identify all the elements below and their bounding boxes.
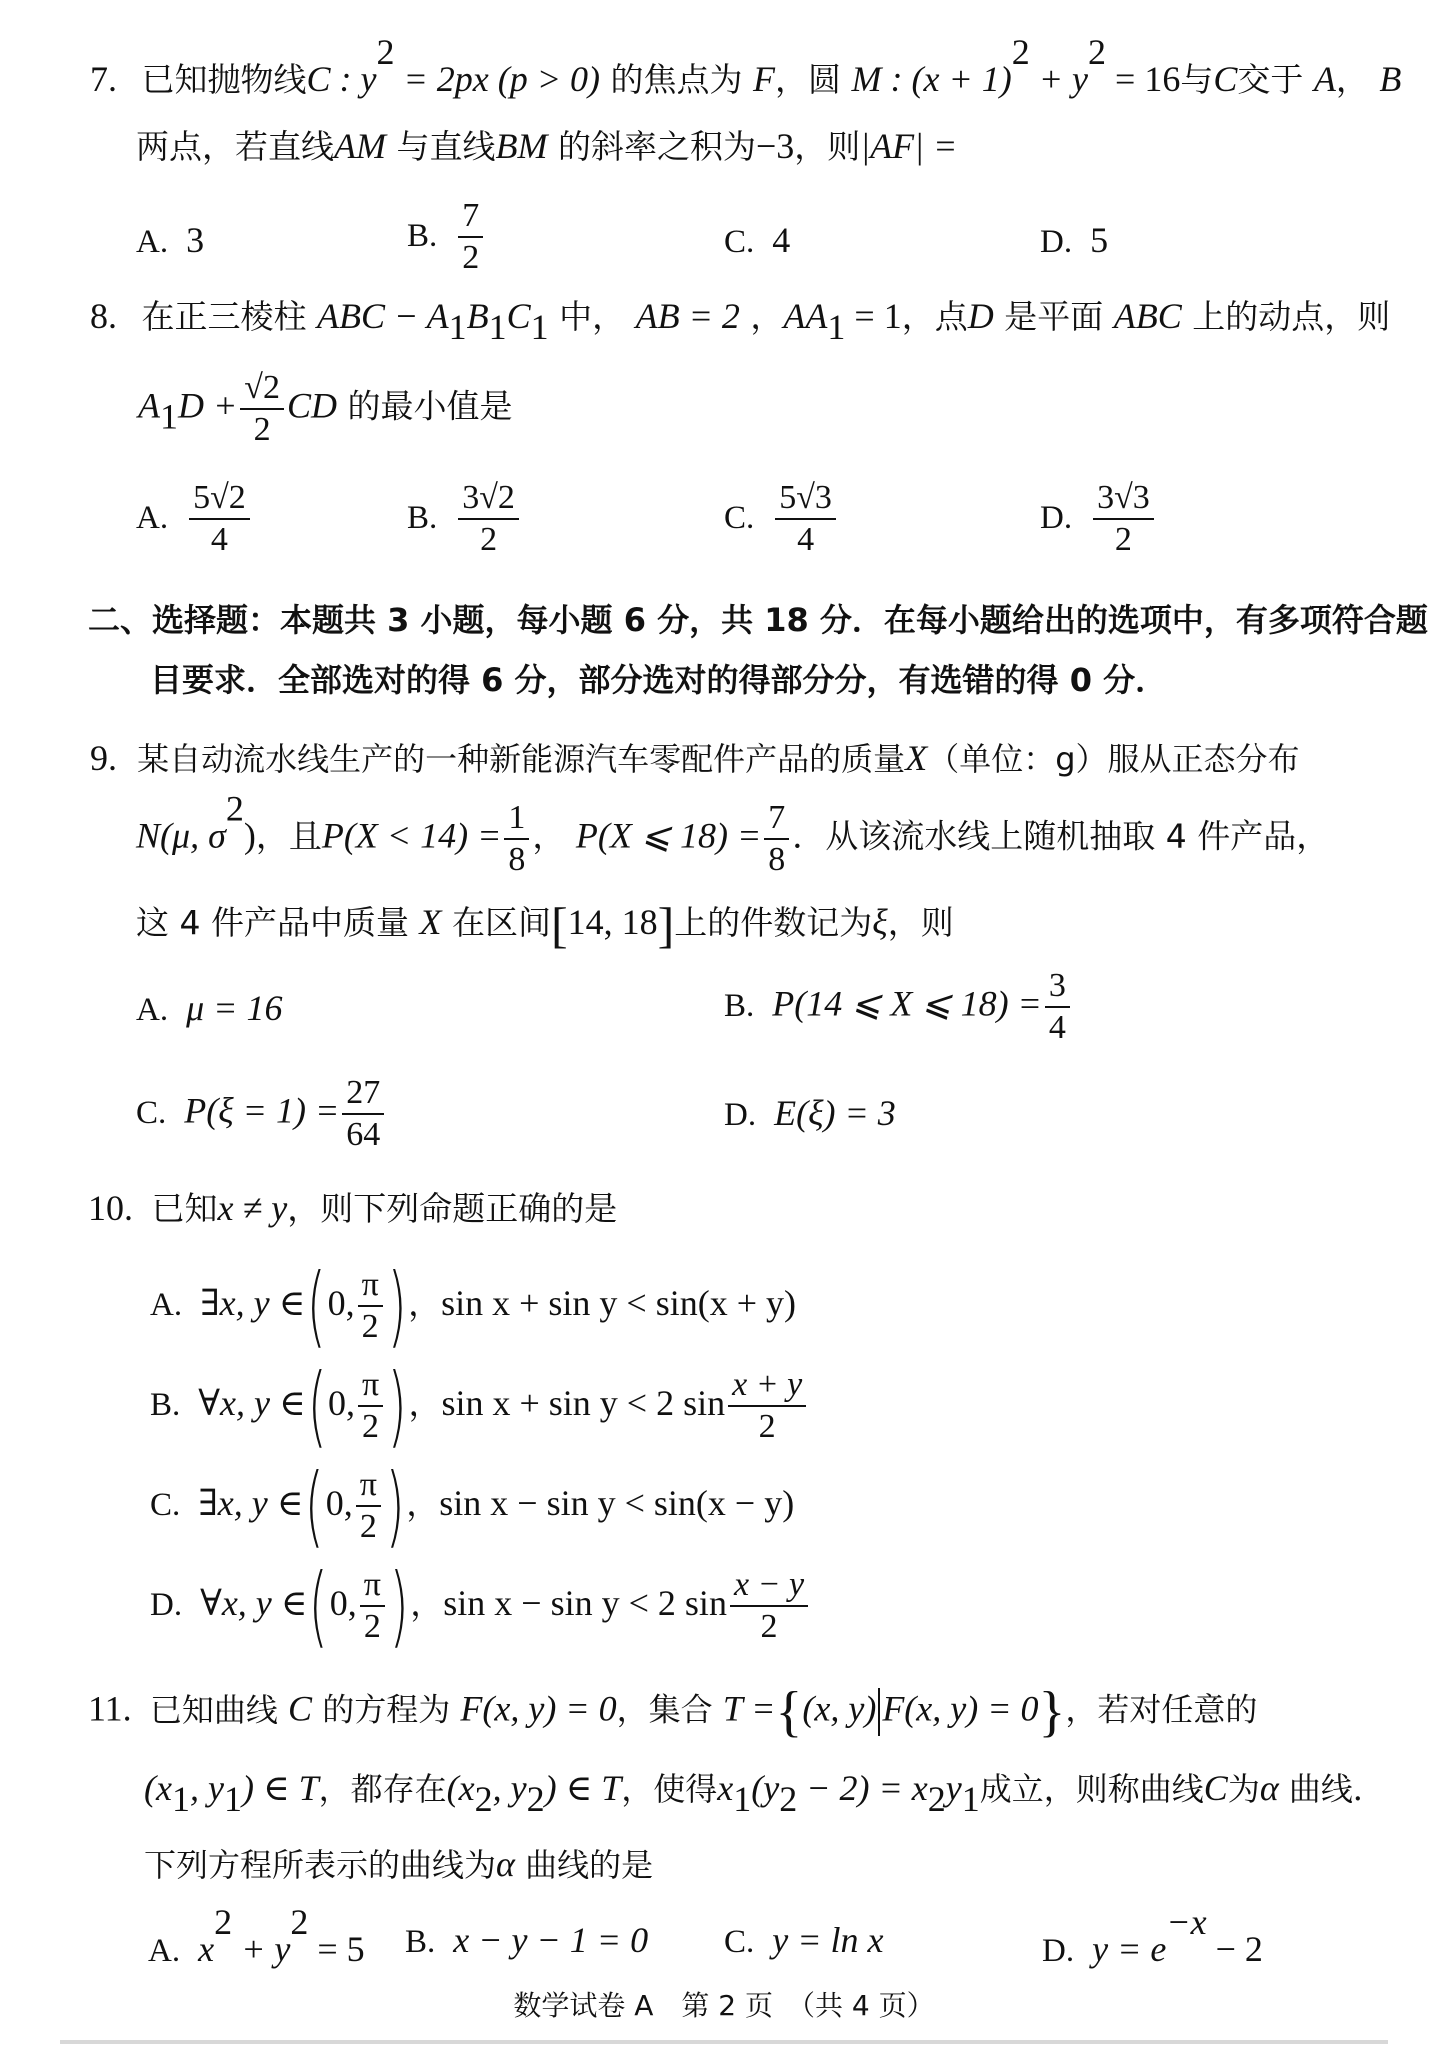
page-edge-divider bbox=[60, 2040, 1388, 2044]
page-footer: 数学试卷 A 第 2 页 （共 4 页） bbox=[513, 1989, 935, 2022]
fraction: $\frac{3}{4}$ bbox=[1045, 968, 1070, 1045]
q8-option-d[interactable]: D. $\frac{3√3}{2}$ bbox=[1040, 480, 1157, 557]
q7-line1: 7. 已知抛物线C : $y^2 = 2px$ (p > 0) 的焦点为 F，圆 M : $(x + 1)^2 + y^2 = 16$与C交于 A， B bbox=[90, 32, 1402, 99]
q11-number: 11. bbox=[88, 1688, 132, 1729]
q10-number: 10. bbox=[88, 1188, 133, 1228]
section-2-instructions-line1: 二、选择题：本题共 3 小题，每小题 6 分，共 18 分．在每小题给出的选项中，有多项符合题 bbox=[88, 601, 1428, 639]
fraction: $\frac{\pi}{2}$ bbox=[358, 1367, 383, 1444]
q7-option-d[interactable]: D. 5 bbox=[1040, 220, 1109, 260]
fraction: $\frac{27}{64}$ bbox=[342, 1075, 384, 1152]
q10-option-d[interactable]: D. ∀x, y ∈(0, $\frac{\pi}{2}$ )，sin x − sin y < 2 sin $\frac{x - y}{2}$ bbox=[150, 1562, 811, 1650]
divider bbox=[878, 1688, 880, 1736]
section-2-instructions-line2: 目要求．全部选对的得 6 分，部分选对的得部分分，有选错的得 0 分． bbox=[150, 661, 1168, 699]
q8-number: 8. bbox=[90, 296, 117, 336]
fraction: $\frac{7}{2}$ bbox=[458, 198, 483, 275]
q10-option-a[interactable]: A. ∃x, y ∈(0, $\frac{\pi}{2}$ )，sin x + sin y < sin(x + y) bbox=[150, 1254, 797, 1357]
fraction: $\frac{√2}{2}$ bbox=[240, 370, 284, 447]
q11-line2: ($x_1$, $y_1$) ∈ T，都存在($x_2$, $y_2$) ∈ T，使得$x_1(y_2 - 2) = x_2y_1$成立，则称曲线C为α 曲线． bbox=[144, 1768, 1385, 1819]
q11-option-a[interactable]: A. $x^2 + y^2 = 5$ bbox=[148, 1902, 365, 1969]
fraction: $\frac{3√2}{2}$ bbox=[458, 480, 519, 557]
fraction: $\frac{\pi}{2}$ bbox=[356, 1467, 381, 1544]
q9-option-b[interactable]: B. P(14 ⩽ X ⩽ 18) = $\frac{3}{4}$ bbox=[724, 968, 1073, 1045]
fraction: $\frac{x - y}{2}$ bbox=[730, 1567, 808, 1644]
fraction: $\frac{5√3}{4}$ bbox=[775, 480, 836, 557]
q9-number: 9. bbox=[90, 738, 117, 778]
q11-line3: 下列方程所表示的曲线为α 曲线的是 bbox=[144, 1844, 654, 1884]
q9-option-c[interactable]: C. P(ξ = 1) = $\frac{27}{64}$ bbox=[136, 1075, 387, 1152]
q10-option-b[interactable]: B. ∀x, y ∈(0, $\frac{\pi}{2}$ )，sin x + sin y < 2 sin $\frac{x + y}{2}$ bbox=[150, 1362, 809, 1450]
q8-line2: $A_1D$ + $\frac{√2}{2}$ CD 的最小值是 bbox=[138, 369, 513, 448]
q7-number: 7. bbox=[90, 59, 117, 99]
q9-line2: N(μ, $\sigma^2$)，且P(X < 14) = $\frac{1}{8}$ ， P(X ⩽ 18) = $\frac{7}{8}$ ．从该流水线上随机抽取 4 件产品， bbox=[136, 788, 1330, 878]
q9-line3: 这 4 件产品中质量 X 在区间[14, 18]上的件数记为ξ，则 bbox=[136, 897, 954, 953]
q11-option-c[interactable]: C. y = ln x bbox=[724, 1920, 884, 1960]
q7-option-c[interactable]: C. 4 bbox=[724, 220, 791, 260]
q8-line1: 8. 在正三棱柱 ABC − $A_1B_1C_1$ 中， AB = 2 ，$AA_1 = 1$，点D 是平面 ABC 上的动点，则 bbox=[90, 296, 1391, 347]
fraction: $\frac{1}{8}$ bbox=[504, 800, 529, 877]
fraction: $\frac{x + y}{2}$ bbox=[728, 1367, 806, 1444]
q9-line1: 9. 某自动流水线生产的一种新能源汽车零配件产品的质量X（单位：g）服从正态分布 bbox=[90, 738, 1300, 778]
fraction: $\frac{\pi}{2}$ bbox=[358, 1267, 383, 1344]
q8-option-c[interactable]: C. $\frac{5√3}{4}$ bbox=[724, 480, 839, 557]
q7-line2: 两点，若直线AM 与直线BM 的斜率之积为−3，则|AF| = bbox=[136, 126, 958, 166]
q7-option-b[interactable]: B. $\frac{7}{2}$ bbox=[407, 198, 486, 275]
q9-option-d[interactable]: D. E(ξ) = 3 bbox=[724, 1093, 896, 1133]
fraction: $\frac{\pi}{2}$ bbox=[360, 1567, 385, 1644]
q8-option-b[interactable]: B. $\frac{3√2}{2}$ bbox=[407, 480, 522, 557]
fraction: $\frac{3√3}{2}$ bbox=[1093, 480, 1154, 557]
fraction: $\frac{5√2}{4}$ bbox=[189, 480, 250, 557]
fraction: $\frac{7}{8}$ bbox=[764, 800, 789, 877]
q11-option-b[interactable]: B. x − y − 1 = 0 bbox=[405, 1920, 649, 1960]
q9-option-a[interactable]: A. μ = 16 bbox=[136, 988, 283, 1028]
q10-option-c[interactable]: C. ∃x, y ∈(0, $\frac{\pi}{2}$ )，sin x − sin y < sin(x − y) bbox=[150, 1454, 795, 1557]
q7-option-a[interactable]: A. 3 bbox=[136, 220, 205, 260]
q8-option-a[interactable]: A. $\frac{5√2}{4}$ bbox=[136, 480, 253, 557]
q10-title: 10. 已知x ≠ y，则下列命题正确的是 bbox=[88, 1188, 618, 1228]
q11-line1: 11. 已知曲线 C 的方程为 F(x, y) = 0，集合 T ={(x, y) F(x, y) = 0}，若对任意的 bbox=[88, 1681, 1258, 1743]
q11-option-d[interactable]: D. $y = e^{-x} - 2$ bbox=[1042, 1902, 1263, 1969]
